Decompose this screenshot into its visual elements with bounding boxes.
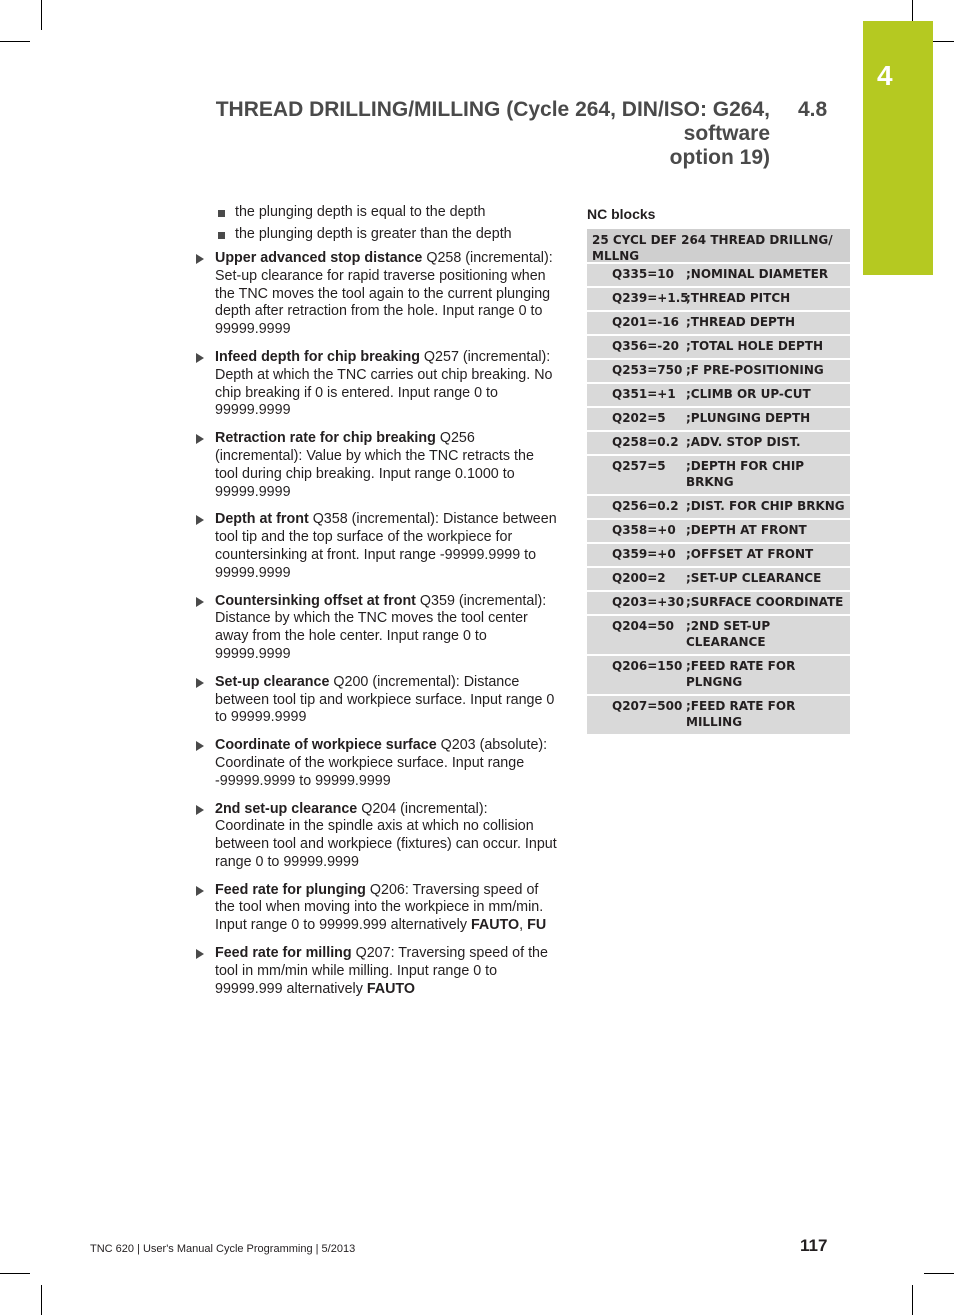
crop-mark (0, 41, 30, 42)
nc-row (587, 616, 850, 656)
parameter-desc: Q359 (incremental): Distance by which the TNC moves the tool center away from the hole center. Input range 0 to 99999.9999 (215, 592, 547, 662)
nc-row (587, 408, 850, 432)
parameter-name: Set-up clearance (215, 673, 330, 690)
nc-param: Q335=10 (612, 267, 675, 281)
parameter-item (193, 801, 558, 872)
parameter-name: Depth at front (215, 511, 309, 528)
nc-comment: ;SET-UP CLEARANCE (686, 571, 822, 585)
parameter-item (193, 945, 558, 998)
parameter-desc: Q358 (incremental): Distance between tool tip and the top surface of the workpiece for countersinking at front. Input range -99999.9999 to 99999.9999 (215, 511, 557, 581)
nc-param: Q358=+0 (612, 523, 676, 537)
nc-param: Q256=0.2 (612, 499, 679, 513)
nc-row (587, 592, 850, 616)
nc-row (587, 696, 850, 736)
nc-comment: ;TOTAL HOLE DEPTH (686, 339, 823, 353)
page-title-line2: option 19) (669, 146, 770, 169)
nc-row (587, 544, 850, 568)
parameter-list (193, 204, 558, 1008)
nc-comment: ;F PRE-POSITIONING (686, 363, 824, 377)
parameter-item (193, 737, 558, 790)
nc-param: Q239=+1.5 (612, 291, 689, 305)
parameter-desc: Q256 (incremental): Value by which the TNC retracts the tool during chip breaking. Input range 0.1000 to 99999.9999 (215, 430, 534, 500)
nc-param: Q204=50 (612, 619, 675, 633)
footer-text: TNC 620 | User's Manual Cycle Programming | 5/2013 (90, 1243, 356, 1255)
parameter-name: Upper advanced stop distance (215, 249, 423, 266)
triangle-bullet-icon (196, 254, 204, 264)
nc-row (587, 496, 850, 520)
nc-row (587, 264, 850, 288)
triangle-bullet-icon (196, 597, 204, 607)
parameter-desc: Q207: Traversing speed of the tool in mm/min while milling. Input range 0 to 99999.999 alternatively (215, 945, 548, 997)
triangle-bullet-icon (196, 741, 204, 751)
parameter-item (193, 430, 558, 501)
nc-comment: ;THREAD PITCH (686, 291, 791, 305)
nc-param: Q257=5 (612, 459, 666, 473)
sub-bullet: the plunging depth is greater than the depth (193, 226, 558, 244)
parameter-name: Coordinate of workpiece surface (215, 737, 437, 754)
parameter-keyword: FU (527, 917, 547, 934)
nc-comment: ;FEED RATE FOR PLNGNG (686, 659, 796, 689)
nc-comment: ;OFFSET AT FRONT (686, 547, 814, 561)
nc-param: Q356=-20 (612, 339, 679, 353)
chapter-number: 4 (877, 60, 893, 91)
nc-param: Q201=-16 (612, 315, 679, 329)
nc-row (587, 312, 850, 336)
crop-mark (924, 1273, 954, 1274)
nc-row (587, 520, 850, 544)
nc-param: Q359=+0 (612, 547, 676, 561)
page-title (130, 98, 770, 170)
parameter-name: Retraction rate for chip breaking (215, 430, 436, 447)
triangle-bullet-icon (196, 353, 204, 363)
nc-param: Q253=750 (612, 363, 683, 377)
crop-mark (0, 1273, 30, 1274)
nc-comment: ;DEPTH AT FRONT (686, 523, 807, 537)
nc-comment: ;DEPTH FOR CHIP BRKNG (686, 459, 805, 489)
page-title-line1: THREAD DRILLING/MILLING (Cycle 264, DIN/ISO: G264, software (215, 98, 770, 145)
square-bullet-icon (218, 232, 225, 239)
nc-param: Q258=0.2 (612, 435, 679, 449)
nc-comment: ;NOMINAL DIAMETER (686, 267, 829, 281)
nc-comment: ;2ND SET-UP CLEARANCE (686, 619, 771, 649)
triangle-bullet-icon (196, 434, 204, 444)
nc-row (587, 360, 850, 384)
sub-bullet: the plunging depth is equal to the depth (193, 204, 558, 222)
parameter-item (193, 250, 558, 339)
crop-mark (912, 0, 913, 22)
parameter-keyword: FAUTO (366, 980, 416, 997)
parameter-desc: Q203 (absolute): Coordinate of the workpiece surface. Input range -99999.9999 to 99999.9999 (215, 737, 548, 789)
nc-blocks-heading: NC blocks (587, 206, 656, 222)
crop-mark (912, 1285, 913, 1315)
nc-row (587, 432, 850, 456)
parameter-item (193, 674, 558, 727)
parameter-item (193, 511, 558, 582)
parameter-desc: Q200 (incremental): Distance between tool tip and workpiece surface. Input range 0 to 99999.9999 (215, 673, 555, 726)
nc-param: Q200=2 (612, 571, 666, 585)
nc-row (587, 384, 850, 408)
section-number: 4.8 (798, 98, 828, 121)
nc-param: Q207=500 (612, 699, 683, 713)
parameter-name: Feed rate for plunging (215, 881, 366, 898)
parameter-item (193, 593, 558, 664)
triangle-bullet-icon (196, 515, 204, 525)
parameter-name: Infeed depth for chip breaking (215, 348, 420, 365)
nc-blocks-table (587, 229, 850, 736)
nc-comment: ;FEED RATE FOR MILLING (686, 699, 796, 729)
nc-comment: ;SURFACE COORDINATE (686, 595, 844, 609)
parameter-desc: Q257 (incremental): Depth at which the TNC carries out chip breaking. No chip breaking if 0 is entered. Input range 0 to 99999.9999 (215, 348, 553, 419)
nc-row (587, 336, 850, 360)
parameter-item: Feed rate for plunging Q206: Traversing speed of the tool when moving into the workpiece in mm/min. Input range 0 to 99999.999 alternatively FAUTO, FU (193, 882, 558, 935)
parameter-desc: Q206: Traversing speed of the tool when moving into the workpiece in mm/min. Input range 0 to 99999.999 alternatively (215, 881, 544, 934)
square-bullet-icon (218, 210, 225, 217)
parameter-name: Feed rate for milling (215, 945, 352, 962)
parameter-item (193, 349, 558, 420)
nc-comment: ;PLUNGING DEPTH (686, 411, 811, 425)
nc-comment: ;THREAD DEPTH (686, 315, 796, 329)
nc-comment: ;DIST. FOR CHIP BRKNG (686, 499, 845, 513)
crop-mark (41, 1285, 42, 1315)
nc-row (587, 288, 850, 312)
chapter-tab (863, 21, 933, 275)
parameter-desc: Q204 (incremental): Coordinate in the spindle axis at which no collision between tool and workpiece (fixtures) can occur. Input range 0 to 99999.9999 (215, 800, 557, 870)
triangle-bullet-icon (196, 805, 204, 815)
nc-comment: ;CLIMB OR UP-CUT (686, 387, 811, 401)
parameter-keyword: FAUTO (470, 917, 520, 934)
nc-param: Q202=5 (612, 411, 666, 425)
nc-param: Q203=+30 (612, 595, 685, 609)
crop-mark (41, 0, 42, 30)
nc-param: Q206=150 (612, 659, 683, 673)
nc-block-header: 25 CYCL DEF 264 THREAD DRILLNG/ MLLNG (587, 229, 850, 264)
triangle-bullet-icon (196, 886, 204, 896)
nc-row (587, 456, 850, 496)
triangle-bullet-icon (196, 949, 204, 959)
parameter-name: 2nd set-up clearance (215, 800, 358, 817)
nc-row (587, 656, 850, 696)
nc-param: Q351=+1 (612, 387, 676, 401)
parameter-name: Countersinking offset at front (215, 592, 416, 609)
parameter-desc: Q258 (incremental): Set-up clearance for rapid traverse positioning when the TNC moves the tool again to the current plunging depth after retraction from the hole. Input range 0 to 99999.9999 (215, 249, 553, 338)
nc-row (587, 568, 850, 592)
triangle-bullet-icon (196, 678, 204, 688)
nc-comment: ;ADV. STOP DIST. (686, 435, 801, 449)
page-number: 117 (800, 1236, 828, 1255)
